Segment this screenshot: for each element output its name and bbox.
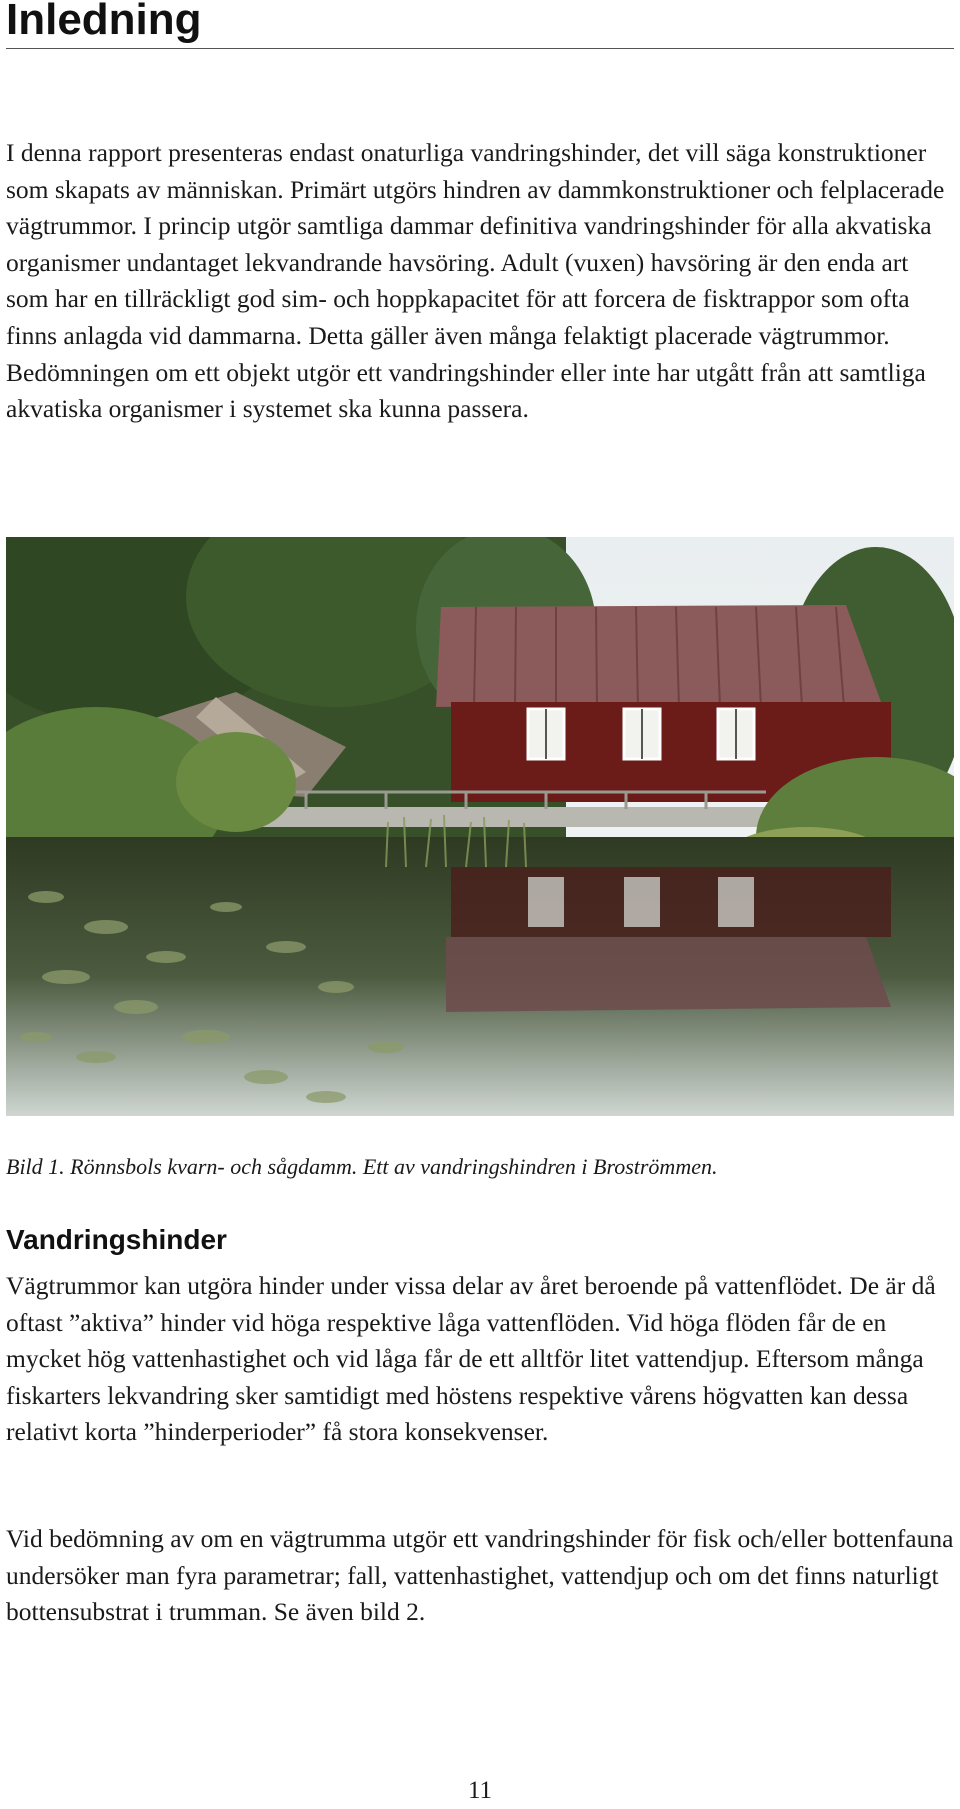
section-title: Vandringshinder [6,1224,227,1255]
section-paragraph: Vägtrummor kan utgöra hinder under vissa delar av året beroende på vattenflödet. De är då oftast ”aktiva” hinder vid höga respektive låga vattenflöden. Vid höga flöden får de en mycket hög vattenhastighet och vid låga får de ett alltför litet vattendjup. Eftersom många fiskarters lekvandring sker samtidigt med höstens respektive vårens högvatten kan dessa relativt korta ”hinderperioder” få stora konsekvenser. [6,1271,936,1447]
section-paragraph: Vid bedömning av om en vägtrumma utgör ett vandringshinder för fisk och/eller bottenfauna undersöker man fyra parametrar; fall, vattenhastighet, vattendjup och om det finns naturligt bottensubstrat i trumman. Se även bild 2. [6,1524,954,1627]
figure-photo-mill-dam [6,537,954,1116]
page-number: 11 [467,1777,493,1804]
intro-paragraph: I denna rapport presenteras endast onaturliga vandringshinder, det vill säga konstruktioner som skapats av människan. Primärt utgörs hindren av dammkonstruktioner och felplacerade vägtrummor. I princip utgör samtliga dammar definitiva vandringshinder för alla akvatiska organismer undantaget lekvandrande havsöring. Adult (vuxen) havsöring är den enda art som har en tillräckligt god sim- och hoppkapacitet för att forcera de fisktrappor som ofta finns anlagda vid dammarna. Detta gäller även många felaktigt placerade vägtrummor. Bedömningen om ett objekt utgör ett vandringshinder eller inte har utgått från att samtliga akvatiska organismer i systemet ska kunna passera. [6,138,945,424]
page-heading: Inledning [6,0,954,49]
figure-caption: Bild 1. Rönnsbols kvarn- och sågdamm. Ett av vandringshindren i Broströmmen. [6,1154,718,1179]
